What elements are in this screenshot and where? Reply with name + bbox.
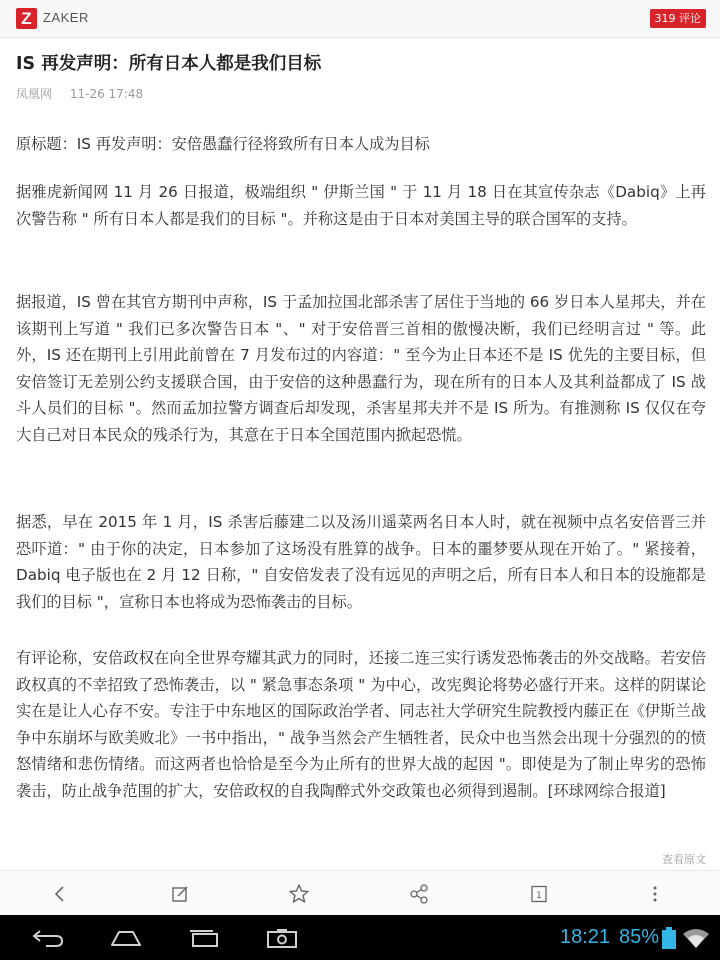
camera-icon [264,927,300,949]
more-options-button[interactable] [633,871,677,916]
home-icon [108,927,144,949]
article-paragraph: 据悉，早在 2015 年 1 月，IS 杀害后藤建二以及汤川遥菜两名日本人时，就在视频中点名安倍晋三并恐吓道：" 由于你的决定，日本参加了这场没有胜算的战争。日本的噩梦要从现在开始了。" 紧接着，Dabiq 电子版也在 2 月 12 日称，" 自安倍发表了没有远见的声明之后，所有日本人和日本的设施都是我们的目标 "，宣称日本也将成为恐怖袭击的目标。 [16,513,706,611]
system-home-button[interactable] [98,915,154,960]
page-indicator-button[interactable] [517,871,561,916]
comment-count-button[interactable]: 319 评论 [650,9,707,28]
system-back-button[interactable] [20,915,76,960]
article-paragraph: 据雅虎新闻网 11 月 26 日报道，极端组织 " 伊斯兰国 " 于 11 月 18 日在其宣传杂志《Dabiq》上再次警告称 " 所有日本人都是我们的目标 "。并称这是由于日本对美国主导的联合国军的支持。 [16,183,706,228]
share-icon [408,883,430,905]
battery-percentage: 85% [619,926,660,948]
article-source: 凤凰网 [16,87,53,101]
article-time: 11-26 17:48 [69,87,144,101]
article-paragraph: 有评论称，安倍政权在向全世界夸耀其武力的同时，还接二连三实行诱发恐怖袭击的外交战略。若安倍政权真的不幸招致了恐怖袭击，以 " 紧急事态条项 " 为中心，改宪舆论将势必盛行开来。这样的阴谋论实在是让人心存不安。专注于中东地区的国际政治学者、同志社大学研究生院教授内藤正在《伊斯兰战争中东崩坏与欧美败北》一书中指出，" 战争当然会产生牺牲者，民众中也当然会出现十分强烈的的愤怒情绪和悲伤情绪。而这两者也恰恰是至今为止所有的世界大战的起因 "。即使是为了制止卑劣的恐怖袭击，防止战争范围的扩大，安倍政权的自我陶醉式外交政策也必须得到遏制。[环球网综合报道] [16,649,706,800]
star-icon [288,883,310,905]
favorite-button[interactable] [277,871,321,916]
article [16,37,706,800]
wifi-icon [682,927,710,949]
article-title: IS 再发声明：所有日本人都是我们目标 [16,54,322,74]
zaker-logo[interactable] [16,8,37,29]
article-paragraph: 原标题：IS 再发声明：安倍愚蠢行径将致所有日本人成为目标 [16,135,430,153]
recent-apps-icon [186,927,222,949]
edit-icon [170,884,190,904]
share-button[interactable] [397,871,441,916]
back-arrow-icon [30,927,66,949]
back-button[interactable] [38,871,82,916]
more-vertical-icon [645,884,665,904]
app-name: ZAKER [43,10,89,25]
chevron-left-icon [50,884,70,904]
view-original-link[interactable]: 查看原文 [662,853,706,866]
battery-icon [662,927,676,949]
write-comment-button[interactable] [158,871,202,916]
status-clock: 18:21 [560,926,611,948]
page-icon [529,884,549,904]
logo-letter: Z [21,9,32,28]
article-meta [16,86,706,102]
article-paragraph: 据报道，IS 曾在其官方期刊中声称，IS 于孟加拉国北部杀害了居住于当地的 66 岁日本人星邦夫，并在该期刊上写道 " 我们已多次警告日本 "、" 对于安倍晋三首相的傲慢决断，我们已经明言过 " 等。此外，IS 还在期刊上引用此前曾在 7 月发布过的内容道：" 至今为止日本还不是 IS 优先的主要目标，但安倍签订无差别公约支援联合国，由于安倍的这种愚蠢行为，现在所有的日本人及其利益都成了 IS 战斗人员们的目标 "。然而孟加拉警方调查后却发现，杀害星邦夫并不是 IS 所为。有推测称 IS 仅仅在夸大自己对日本民众的残杀行为，其意在于日本全国范围内掀起恐慌。 [16,293,706,444]
screenshot-button[interactable] [254,915,310,960]
app-header [0,0,720,38]
article-toolbar [0,870,720,916]
page-count: 1 [536,890,542,901]
system-nav-bar [0,915,720,960]
system-recents-button[interactable] [176,915,232,960]
